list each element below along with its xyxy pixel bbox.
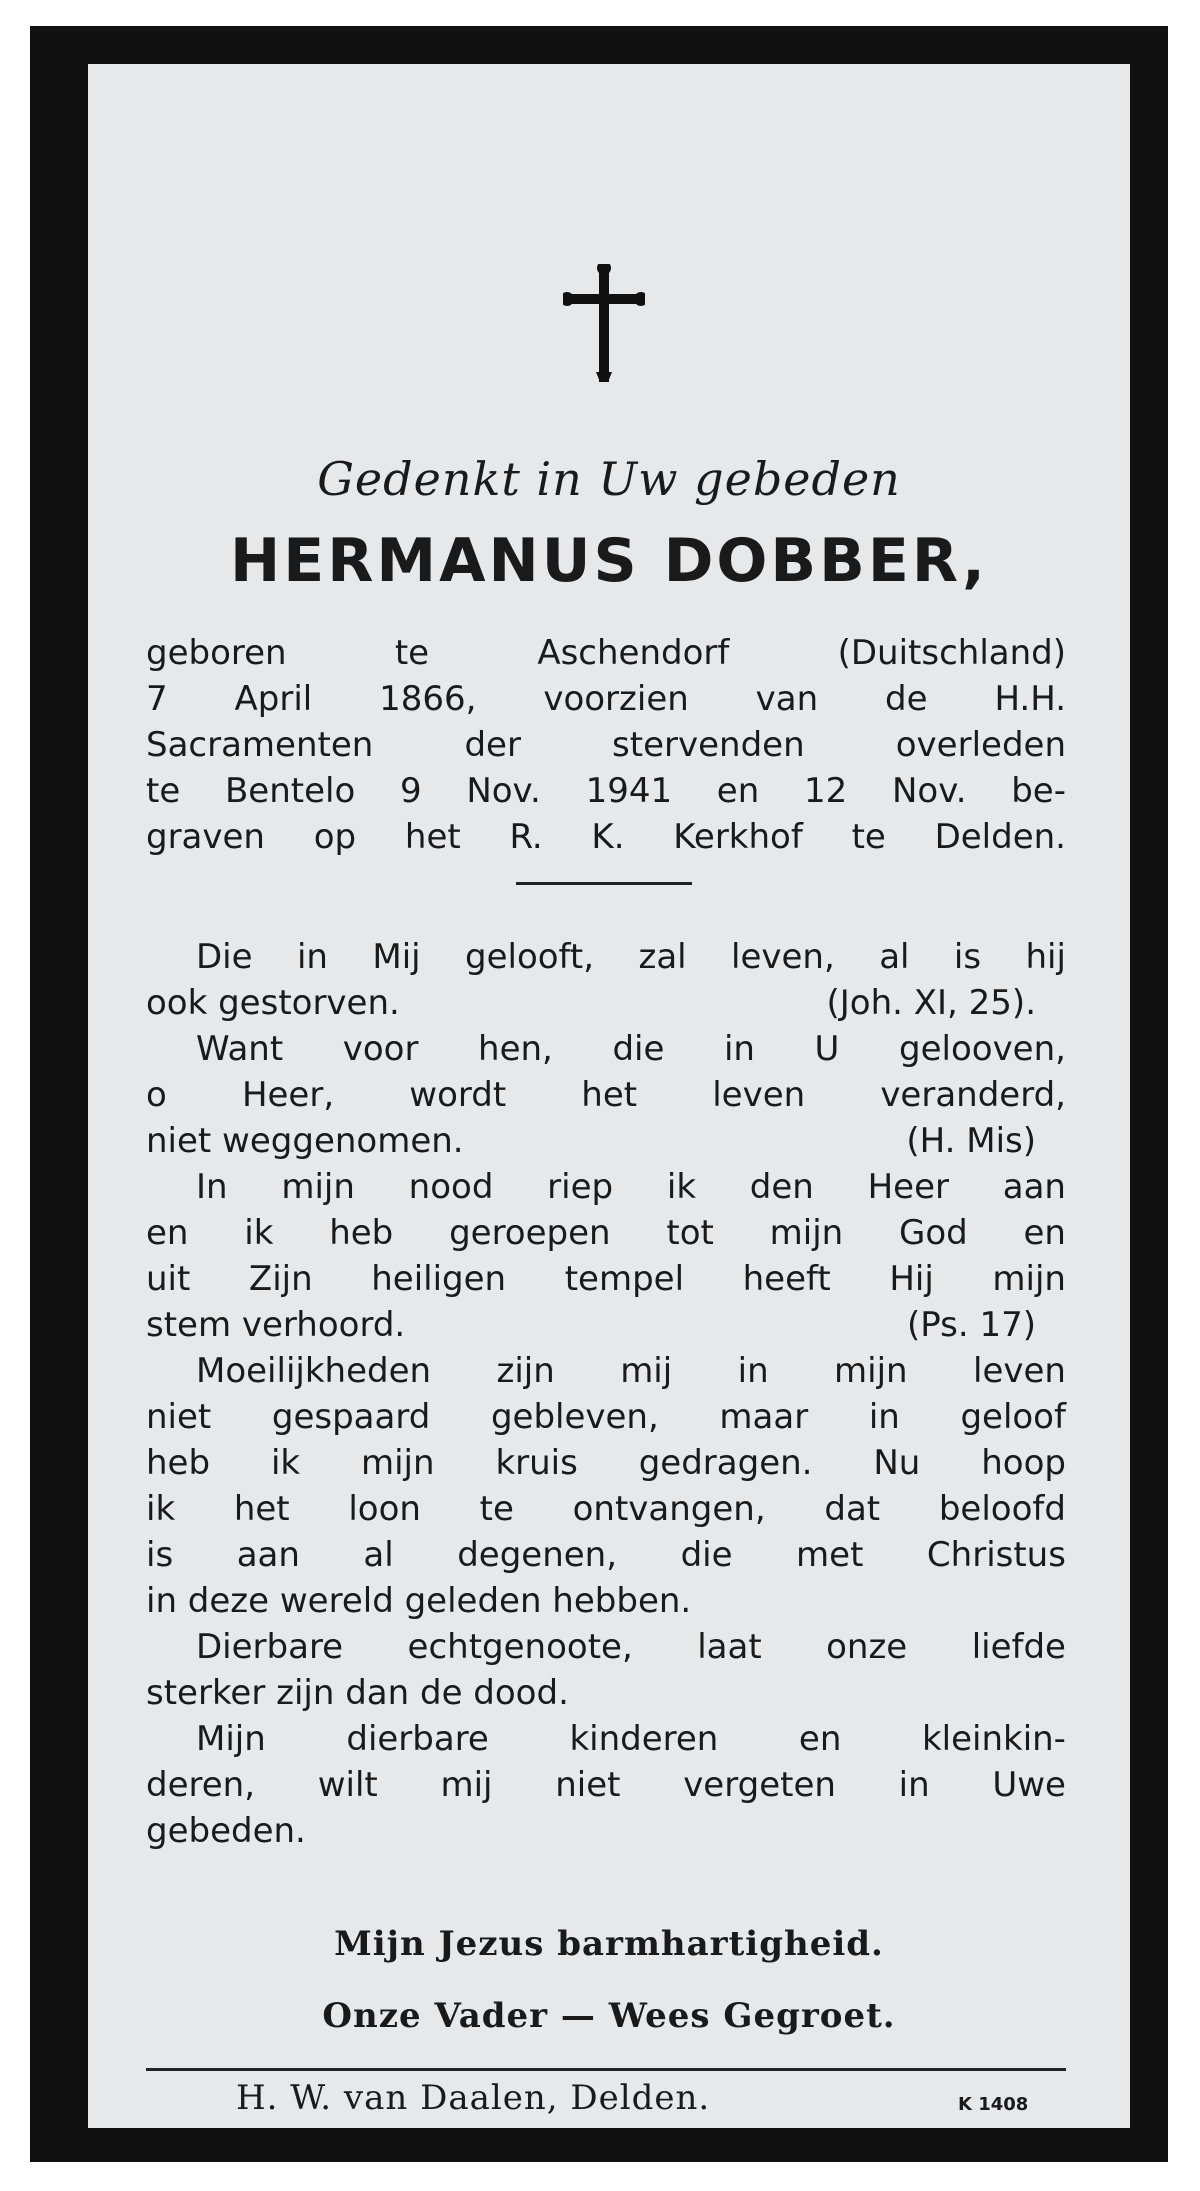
bio-line: graven op het R. K. Kerkhof te Delden. xyxy=(146,817,1066,857)
memorial-card xyxy=(30,26,1168,2162)
cross-icon xyxy=(563,264,645,382)
verse-line: Want voor hen, die in U gelooven, xyxy=(196,1029,1066,1069)
verse-line: Moeilijkheden zijn mij in mijn leven xyxy=(196,1351,1066,1391)
divider-short xyxy=(516,882,692,885)
verse-line xyxy=(146,1118,1066,1164)
deceased-name: HERMANUS DOBBER, xyxy=(230,526,988,596)
opening-line: Gedenkt in Uw gebeden xyxy=(317,452,901,506)
verse-line: Dierbare echtgenoote, laat onze liefde xyxy=(196,1627,1066,1667)
verse-line xyxy=(146,980,1066,1026)
card-body xyxy=(88,64,1130,2128)
verse-line: sterker zijn dan de dood. xyxy=(146,1673,569,1713)
verse-line: o Heer, wordt het leven veranderd, xyxy=(146,1075,1066,1115)
verse-line: heb ik mijn kruis gedragen. Nu hoop xyxy=(146,1443,1066,1483)
scripture-reference: (Joh. XI, 25). xyxy=(826,983,1036,1023)
bio-line: Sacramenten der stervenden overleden xyxy=(146,725,1066,765)
scripture-reference: (Ps. 17) xyxy=(906,1305,1036,1345)
bio-line: 7 April 1866, voorzien van de H.H. xyxy=(146,679,1066,719)
verse-line: Mijn dierbare kinderen en kleinkin- xyxy=(196,1719,1066,1759)
verse-text: ook gestorven. xyxy=(146,983,400,1023)
print-code: K 1408 xyxy=(958,2094,1029,2115)
bio-line: geboren te Aschendorf (Duitschland) xyxy=(146,633,1066,673)
verse-text: stem verhoord. xyxy=(146,1305,406,1345)
verses-block xyxy=(146,934,1066,1854)
verse-line: in deze wereld geleden hebben. xyxy=(146,1581,692,1621)
verse-text: niet weggenomen. xyxy=(146,1121,464,1161)
verse-line: deren, wilt mij niet vergeten in Uwe xyxy=(146,1765,1066,1805)
verse-line: gebeden. xyxy=(146,1811,306,1851)
verse-line: is aan al degenen, die met Christus xyxy=(146,1535,1066,1575)
printer-credit: H. W. van Daalen, Delden. xyxy=(236,2078,711,2118)
verse-line: en ik heb geroepen tot mijn God en xyxy=(146,1213,1066,1253)
verse-line xyxy=(146,1302,1066,1348)
prayer-line: Mijn Jezus barmhartigheid. xyxy=(334,1924,884,1964)
verse-line: niet gespaard gebleven, maar in geloof xyxy=(146,1397,1066,1437)
biography xyxy=(146,630,1066,860)
prayer-line: Onze Vader — Wees Gegroet. xyxy=(322,1996,896,2036)
verse-line: Die in Mij gelooft, zal leven, al is hij xyxy=(196,937,1066,977)
verse-line: uit Zijn heiligen tempel heeft Hij mijn xyxy=(146,1259,1066,1299)
divider-long xyxy=(146,2068,1066,2071)
verse-line: ik het loon te ontvangen, dat beloofd xyxy=(146,1489,1066,1529)
bio-line: te Bentelo 9 Nov. 1941 en 12 Nov. be- xyxy=(146,771,1066,811)
verse-line: In mijn nood riep ik den Heer aan xyxy=(196,1167,1066,1207)
scripture-reference: (H. Mis) xyxy=(906,1121,1036,1161)
